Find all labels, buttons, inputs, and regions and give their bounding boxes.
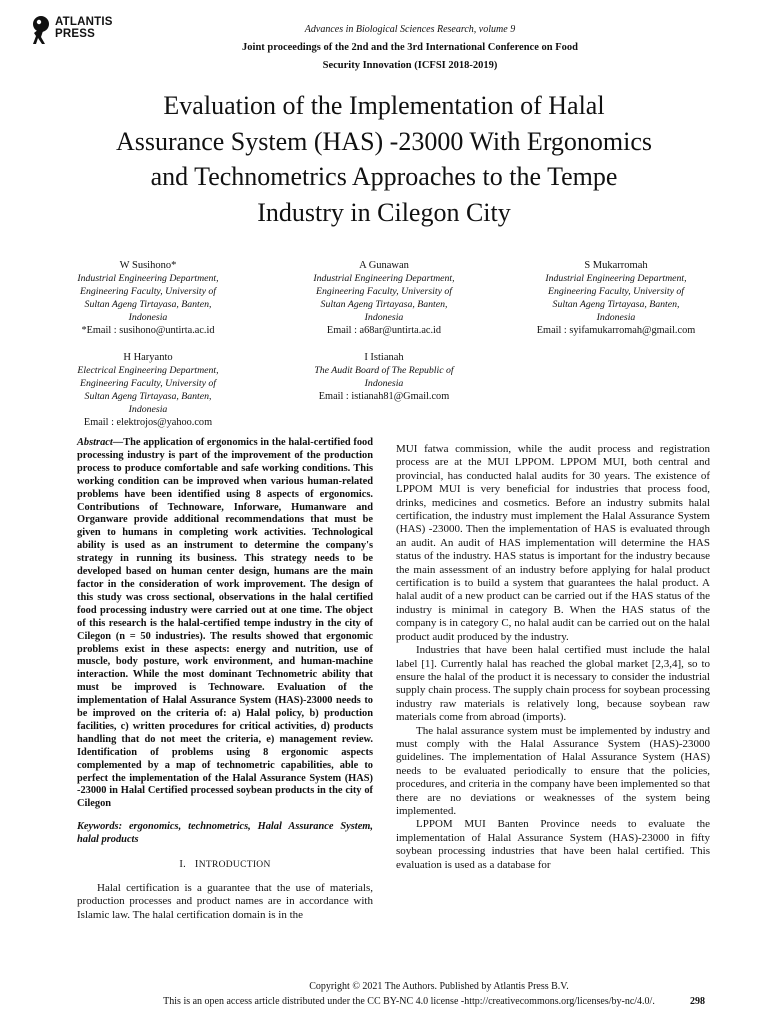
author-email[interactable]: Email : syifamukarromah@gmail.com	[536, 325, 696, 336]
author-affiliation: Indonesia	[364, 378, 404, 389]
body-paragraph: MUI fatwa commission, while the audit process and registration process are at the MUI LPPOM. LPPOM MUI, both central and provincial, has conducted halal audits for 30 years. The existence of LPPOM MUI is very beneficial for industries that process food, drinks, medicines and cosmetics. Before an industry submits halal certification, the industry must implement the Halal Assurance System (HAS) -23000. Then the implementation of HAS is evaluated through an audit. An audit of HAS implementation will determine the HAS status of the industry. HAS status is important for the industry because the main assessment of an industry before applying for halal product certification is to build a system that guarantees the halal product. A halal audit of a new product can be carried out if the HAS status of the industry is minimal in category B. When the HAS status of the company is in category C, no halal audit can be carried out on the halal product audit produced by the industry.	[396, 443, 710, 643]
body-paragraph: Industries that have been halal certified must include the halal label [1]. Currently halal has reached the global market [2,3,4], so to ensure the halal of the product it is necessary to consider the industrial supply chain process. The supply chain process for soybean processing industry raw materials is relatively long, because soybean raw materials come from abroad (imports).	[396, 644, 710, 724]
author-name: A Gunawan	[359, 260, 409, 271]
author-1	[48, 259, 248, 338]
keywords: Keywords: ergonomics, technometrics, Halal Assurance System, halal products	[77, 821, 373, 846]
series-name: Advances in Biological Sciences Research, volume 9	[304, 24, 516, 35]
author-affiliation: Indonesia	[364, 312, 404, 323]
author-affiliation: Indonesia	[596, 312, 636, 323]
atlas-figure-icon	[30, 15, 52, 45]
author-4	[48, 351, 248, 430]
author-affiliation: Sultan Ageng Tirtayasa, Banten,	[320, 299, 448, 310]
section-number: I.	[179, 859, 187, 871]
abstract-text: The application of ergonomics in the halal-certified food processing industry is part of the improvement of the production process to produce comfortable and safe working conditions. This working condition can be improved when various human-related problems have been identified using 8 aspects of ergonomics. Contributions of Technoware, Inforware, Humanware and Organware provide additional recommendations that must be given to humans in completing work activities. Technological ability is used as an instrument to determine the company's strategy in running its business. This strategy needs to be developed based on human center design, humans are the main factor in the consideration of work improvement. The design of this study was cross sectional, observations in the halal certified food processing industry were carried out at one time. The object of this research is the halal-certified tempe industry in the city of Cilegon (n = 50 industries). The results showed that ergonomic problems exist in these aspects: energy and nutrition, use of muscle, body posture, work environment, and human-machine interaction. While the most dominant Technometric ability that must be improved is Technoware. Evaluation of the implementation of Halal Assurance System (HAS)-23000 needs to be improved on the criteria of: a) Halal policy, b) production facilities, c) written procedures for critical activities, d) products handling that do not meet the criteria, e) management review. Identification of problems using 8 ergonomic aspects complemented by a map of technometric capabilities, able to perfect the implementation of the Halal Assurance System (HAS) -23000 in Halal Certified processed soybean products in the city of Cilegon	[77, 437, 373, 810]
title-line1: Evaluation of the Implementation of Halal	[163, 91, 605, 120]
author-affiliation: Indonesia	[128, 312, 168, 323]
author-name: S Mukarromah	[584, 260, 648, 271]
proceedings-line1: Joint proceedings of the 2nd and the 3rd International Conference on Food	[242, 42, 578, 53]
author-affiliation: Indonesia	[128, 404, 168, 415]
author-2	[284, 259, 484, 338]
section-heading	[77, 859, 373, 872]
author-affiliation: Engineering Faculty, University of	[547, 286, 685, 297]
author-affiliation: Engineering Faculty, University of	[79, 378, 217, 389]
section-title-initial: I	[194, 859, 199, 871]
page-footer	[0, 979, 768, 1009]
author-affiliation: Sultan Ageng Tirtayasa, Banten,	[84, 299, 212, 310]
author-affiliation: Electrical Engineering Department,	[77, 365, 219, 376]
left-column	[77, 437, 373, 922]
paper-title	[50, 88, 718, 230]
logo-text-line2: PRESS	[55, 28, 95, 40]
section-title-rest: NTRODUCTION	[198, 860, 271, 871]
body-paragraph: LPPOM MUI Banten Province needs to evaluate the implementation of Halal Assurance System (HAS)-23000 in fifty soybean processing industries that have been halal certified. This evaluation is used as a database for	[396, 818, 710, 871]
author-3	[516, 259, 716, 338]
right-column	[396, 443, 710, 872]
title-line2: Assurance System (HAS) -23000 With Ergonomics	[116, 126, 652, 156]
body-paragraph: Halal certification is a guarantee that the use of materials, production processes and product names are in accordance with Islamic law. The halal certification domain is in the	[77, 882, 373, 921]
author-email[interactable]: *Email : susihono@untirta.ac.id	[81, 325, 215, 336]
abstract	[77, 437, 373, 811]
abstract-label: Abstract	[77, 437, 113, 448]
author-email[interactable]: Email : istianah81@Gmail.com	[318, 391, 450, 402]
author-affiliation: Engineering Faculty, University of	[79, 286, 217, 297]
author-email[interactable]: Email : elektrojos@yahoo.com	[83, 417, 213, 428]
proceedings-line2: Security Innovation (ICFSI 2018-2019)	[322, 60, 498, 71]
license-notice[interactable]: This is an open access article distributed under the CC BY-NC 4.0 license -http://creativecommons.org/licenses/by-nc/4.0/.	[163, 996, 655, 1007]
author-affiliation: Sultan Ageng Tirtayasa, Banten,	[552, 299, 680, 310]
author-5	[284, 351, 484, 404]
author-affiliation: Sultan Ageng Tirtayasa, Banten,	[84, 391, 212, 402]
author-affiliation: Engineering Faculty, University of	[315, 286, 453, 297]
title-line4: Industry in Cilegon City	[257, 197, 511, 227]
author-affiliation: Industrial Engineering Department,	[77, 273, 219, 284]
author-affiliation: The Audit Board of The Republic of	[314, 365, 454, 376]
author-affiliation: Industrial Engineering Department,	[313, 273, 455, 284]
atlantis-press-logo	[30, 15, 125, 47]
logo-text-line1: ATLANTIS	[55, 16, 113, 28]
abstract-dash: —	[112, 437, 124, 448]
author-name: W Susihono*	[119, 260, 177, 271]
page-number: 298	[690, 996, 705, 1007]
author-name: I Istianah	[364, 352, 404, 363]
author-name: H Haryanto	[123, 352, 173, 363]
title-line3: and Technometrics Approaches to the Tempe	[150, 162, 618, 191]
author-affiliation: Industrial Engineering Department,	[545, 273, 687, 284]
body-paragraph: The halal assurance system must be implemented by industry and must comply with the Halal Assurance System (HAS)-23000 guidelines. The implementation of Halal Assurance System (HAS) needs to be evaluated periodically to ensure that the policies, procedures, and criteria in the company have been implemented so that there are no deviations or weaknesses of the system being implemented.	[396, 724, 710, 817]
running-header	[170, 21, 650, 75]
author-email[interactable]: Email : a68ar@untirta.ac.id	[326, 325, 442, 336]
copyright-notice: Copyright © 2021 The Authors. Published by Atlantis Press B.V.	[309, 981, 569, 992]
